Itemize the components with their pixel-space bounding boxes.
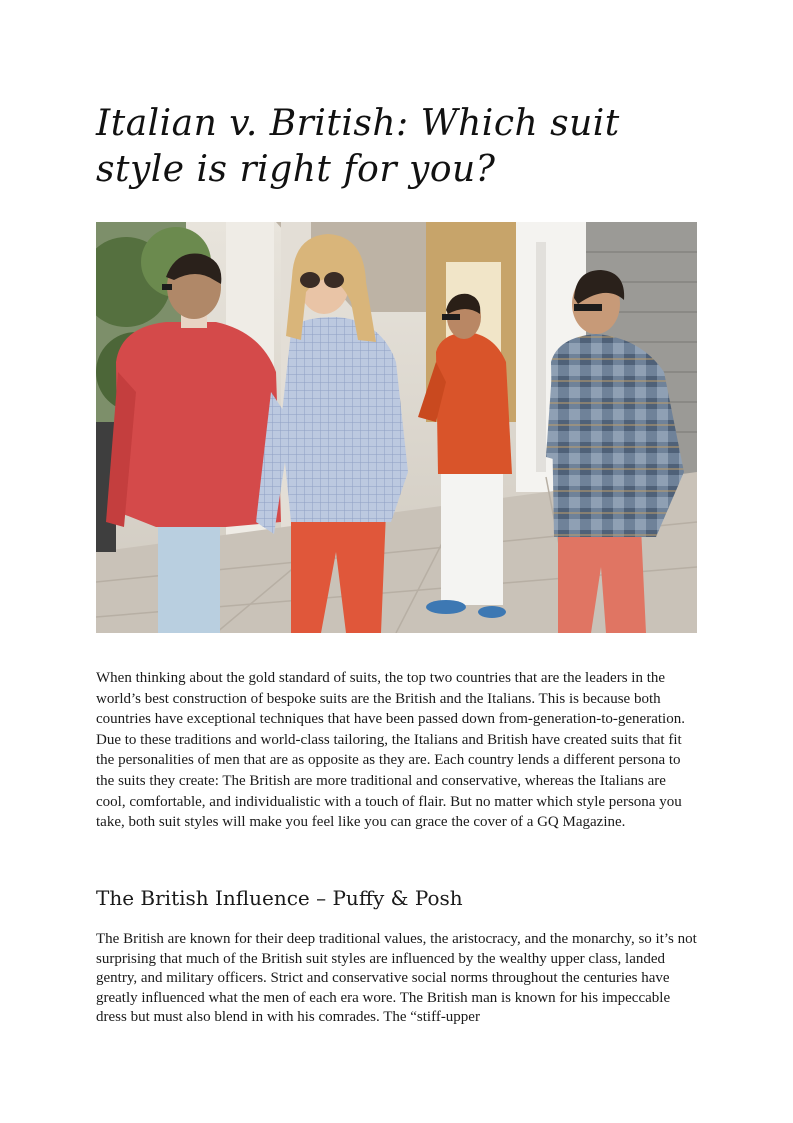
title-line-1: Italian v. British: Which suit xyxy=(96,103,620,144)
title-line-2: style is right for you? xyxy=(96,149,496,190)
hero-photo xyxy=(96,222,697,633)
section-paragraph: The British are known for their deep traditional values, the aristocracy, and the monarchy, so it’s not surprising that much of the British suit styles are influenced by the wealthy upper class, landed gentry, and military officers. Strict and conservative social norms throughout the centuries have greatly influenced what the men of each era wore. The British man is known for his impeccable dress but must also blend in with his comrades. The “stiff-upper xyxy=(96,931,697,1025)
intro-paragraph: When thinking about the gold standard of suits, the top two countries that are the leaders in the world’s best construction of bespoke suits are the British and the Italians. This is because both countries have exceptional techniques that have been passed down from-generation-to-generation. Due to these traditions and world-class tailoring, the Italians and British have created suits that fit the personalities of men that are as opposite as they are. Each country lends a different persona to the suits they create: The British are more traditional and conservative, whereas the Italians are cool, comfortable, and individualistic with a touch of flair. But no matter which style persona you take, both suit styles will make you feel like you can grace the cover of a GQ Magazine. xyxy=(96,670,685,831)
section-heading: The British Influence – Puffy & Posh xyxy=(96,886,463,910)
article-title xyxy=(96,101,697,193)
hero-illustration xyxy=(96,222,697,633)
